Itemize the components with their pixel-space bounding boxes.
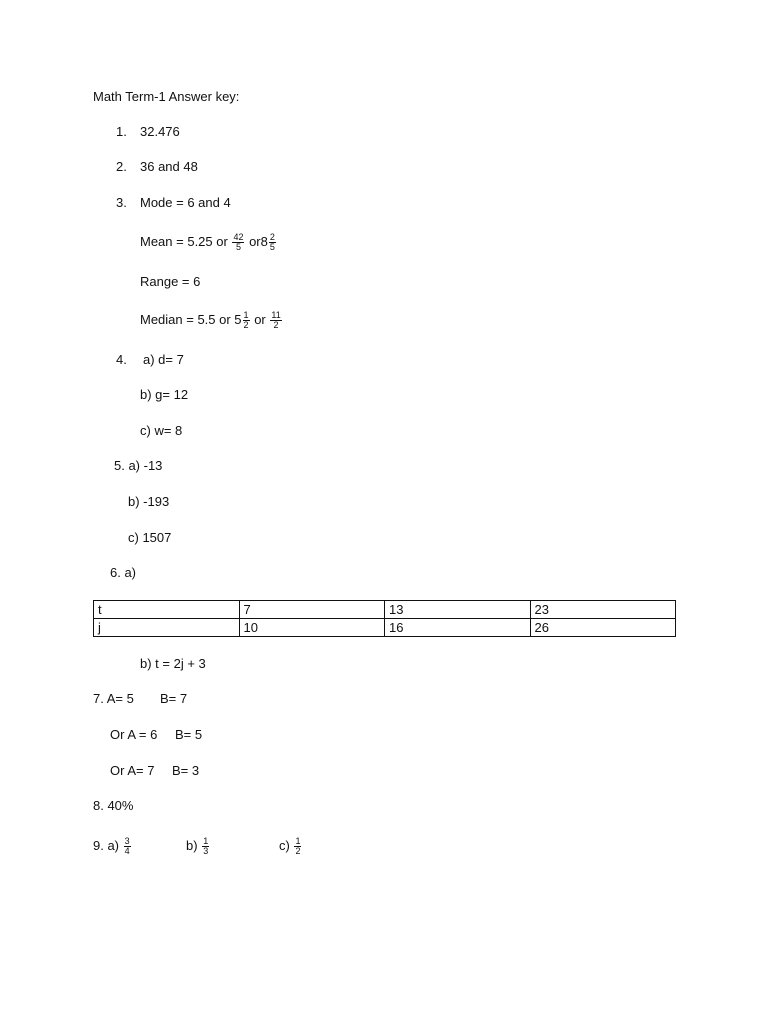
q9-b	[186, 832, 210, 860]
q3-mean-prefix: Mean = 5.25 or	[140, 234, 228, 249]
table-cell: 7	[239, 601, 385, 619]
q3-mode: Mode = 6 and 4	[140, 195, 231, 210]
q3-mean-fraction-1: $\frac{42}{5}$	[233, 232, 244, 253]
q1-answer: 32.476	[140, 124, 180, 139]
q4-b: b) g= 12	[140, 387, 189, 402]
q7-line1-b: B= 7	[160, 691, 188, 706]
q4-number: 4.	[116, 352, 127, 367]
q3-mean-whole: 8	[260, 234, 268, 249]
q3-median-prefix: Median = 5.5 or 5	[140, 312, 242, 327]
table-cell: 26	[530, 619, 676, 637]
q8-answer: 8. 40%	[93, 798, 134, 813]
q1-number: 1.	[116, 124, 127, 139]
q9-a	[93, 832, 132, 860]
q3-mean	[140, 228, 277, 256]
table-row	[94, 601, 676, 619]
table-cell: 16	[385, 619, 531, 637]
q4-a: a) d= 7	[143, 352, 184, 367]
q7-line2-b: B= 5	[175, 727, 203, 742]
table-row	[94, 619, 676, 637]
q9-c-fraction: $\frac{1}{2}$	[295, 836, 301, 857]
q6-label: 6. a)	[110, 565, 137, 580]
q7-line2-a: Or A = 6	[110, 727, 158, 742]
q9-c-label: c)	[279, 838, 290, 853]
q9-b-fraction: $\frac{1}{3}$	[203, 836, 209, 857]
q3-median-or: or	[254, 312, 266, 327]
q9-c	[279, 832, 302, 860]
q3-mean-or: or	[249, 234, 261, 249]
q3-number: 3.	[116, 195, 127, 210]
q5-a: 5. a) -13	[114, 458, 163, 473]
q4-c: c) w= 8	[140, 423, 183, 438]
q2-number: 2.	[116, 159, 127, 174]
q7-line1-a: 7. A= 5	[93, 691, 134, 706]
q2-answer: 36 and 48	[140, 159, 198, 174]
q5-c: c) 1507	[128, 530, 172, 545]
page-title: Math Term-1 Answer key:	[93, 89, 240, 104]
q3-median-fraction-1: $\frac{1}{2}$	[243, 310, 249, 331]
table-cell: 10	[239, 619, 385, 637]
table-cell: 23	[530, 601, 676, 619]
q9-a-label: 9. a)	[93, 838, 120, 853]
q3-median-fraction-2: $\frac{11}{2}$	[271, 310, 281, 331]
q3-median	[140, 306, 283, 334]
q6-table	[93, 600, 676, 637]
q3-range: Range = 6	[140, 274, 201, 289]
table-cell: 13	[385, 601, 531, 619]
q9-a-fraction: $\frac{3}{4}$	[124, 836, 130, 857]
q7-line3-b: B= 3	[172, 763, 200, 778]
q6-b: b) t = 2j + 3	[140, 656, 206, 671]
q5-b: b) -193	[128, 494, 170, 509]
q3-mean-fraction-2: $\frac{2}{5}$	[269, 232, 275, 253]
table-cell: t	[94, 601, 240, 619]
q9-b-label: b)	[186, 838, 198, 853]
table-cell: j	[94, 619, 240, 637]
q7-line3-a: Or A= 7	[110, 763, 155, 778]
